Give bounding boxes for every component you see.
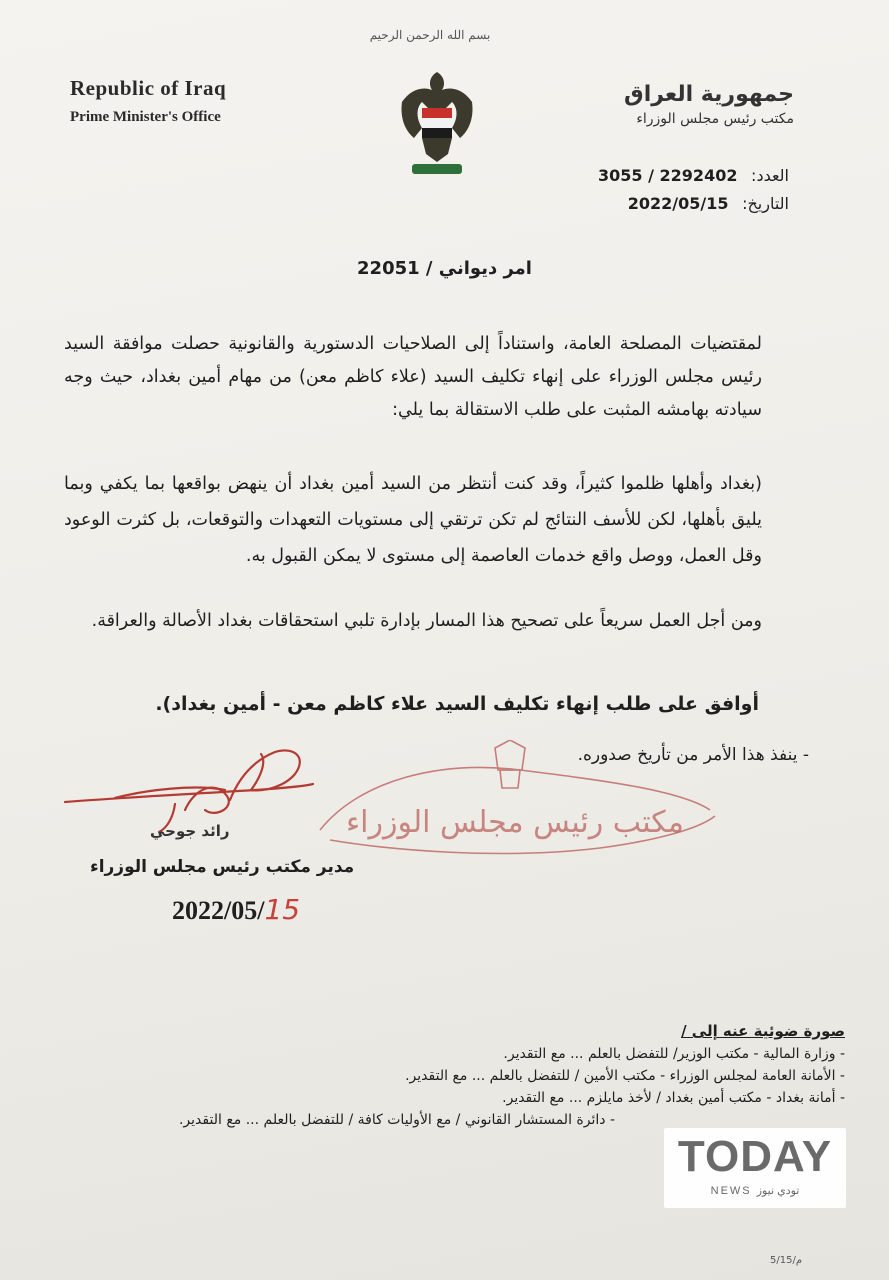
header-country-ar: جمهورية العراق <box>624 82 794 107</box>
stamp-text: مكتب رئيس مجلس الوزراء <box>346 805 684 840</box>
approval-statement: أوافق على طلب إنهاء تكليف السيد علاء كاظم معن - أمين بغداد). <box>155 693 759 715</box>
execution-statement: - ينفذ هذا الأمر من تأريخ صدوره. <box>577 745 809 765</box>
arabic-header <box>624 82 794 127</box>
copy-recipient: - دائرة المستشار القانوني / مع الأوليات كافة / للتفضل بالعلم ... مع التقدير. <box>178 1112 615 1128</box>
today-news-watermark <box>664 1128 846 1208</box>
order-title: امر ديواني / 22051 <box>357 258 532 279</box>
watermark-brand: TODAY <box>677 1132 833 1181</box>
page-mark: 5/15/م <box>770 1255 803 1266</box>
reference-date <box>628 194 789 213</box>
header-office-en: Prime Minister's Office <box>70 109 221 125</box>
paragraph-quote: (بغداد وأهلها ظلموا كثيراً، وقد كنت أنتظر من السيد أمين بغداد أن ينهض بواقعها بما يكفي وبما يليق بأهلها، لكن للأسف النتائج لم تكن ترتقي إلى مستويات التعهدات والتوقعات، بل كثرت الوعود وقل العمل، ووصل واقع خدمات العاصمة إلى مستوى لا يمكن القبول به. <box>64 474 762 566</box>
date-label: التاريخ: <box>742 194 789 213</box>
header-country-en: Republic of Iraq <box>70 76 227 100</box>
paragraph-purpose: ومن أجل العمل سريعاً على تصحيح هذا المسار بإدارة تلبي استحقاقات بغداد الأصالة والعراقة. <box>91 611 762 631</box>
copies-title: صورة ضوئية عنه إلى / <box>681 1022 845 1040</box>
copy-recipient: - وزارة المالية - مكتب الوزير/ للتفضل بالعلم ... مع التقدير. <box>503 1046 845 1062</box>
watermark-sub: NEWS تودي نيوز <box>710 1185 800 1197</box>
signer-date-handwritten: 15 <box>264 893 301 926</box>
signer-date <box>172 893 300 926</box>
signer-date-printed: 2022/05/ <box>172 896 265 925</box>
copy-recipient: - الأمانة العامة لمجلس الوزراء - مكتب الأمين / للتفضل بالعلم ... مع التقدير. <box>405 1068 845 1084</box>
number-value: 2292402 / 3055 <box>598 166 738 185</box>
iraq-eagle-emblem <box>392 68 482 180</box>
signer-title: مدير مكتب رئيس مجلس الوزراء <box>90 857 355 877</box>
header-office-ar: مكتب رئيس مجلس الوزراء <box>636 111 794 127</box>
signer-name: رائد جوحي <box>150 822 230 840</box>
reference-number <box>598 166 789 185</box>
copy-recipient: - أمانة بغداد - مكتب أمين بغداد / لأخذ مايلزم ... مع التقدير. <box>502 1090 845 1106</box>
paragraph-intro: لمقتضيات المصلحة العامة، واستناداً إلى الصلاحيات الدستورية والقانونية حصلت موافقة السيد رئيس مجلس الوزراء على إنهاء تكليف السيد (علاء كاظم معن) من مهام أمين بغداد، حيث وجه سيادته بهامشه المثبت على طلب الاستقالة بما يلي: <box>64 334 762 420</box>
english-header <box>70 76 226 126</box>
number-label: العدد: <box>751 166 789 185</box>
office-stamp <box>300 740 730 870</box>
copies-list <box>145 1022 845 1134</box>
date-value: 2022/05/15 <box>627 194 729 213</box>
basmala-heading: بسم الله الرحمن الرحيم <box>369 28 491 42</box>
